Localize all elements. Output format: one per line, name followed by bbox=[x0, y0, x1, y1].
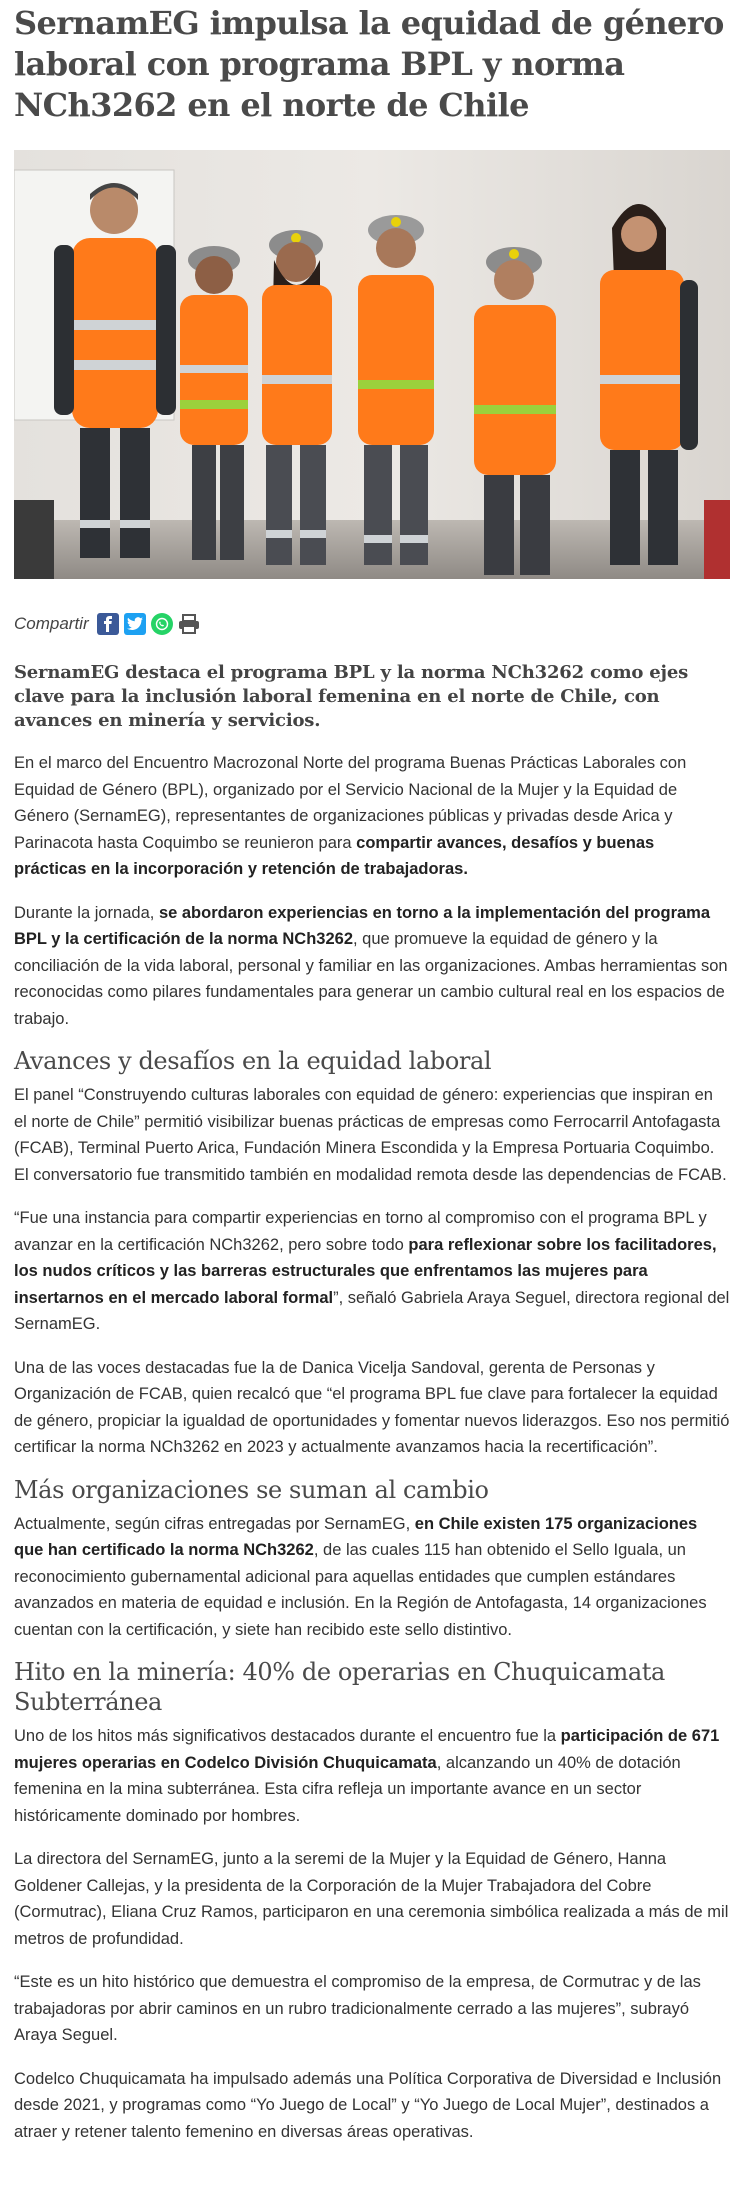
hero-photo bbox=[14, 150, 730, 579]
paragraph-8: La directora del SernamEG, junto a la seremi de la Mujer y la Equidad de Género, Hanna Goldener Callejas, y la presidenta de la Corporación de la Mujer Trabajadora del Cobre (Cormutrac), Eliana Cruz Ramos, participaron en una ceremonia simbólica realizada a más de mil metros de profundidad. bbox=[14, 1850, 729, 1948]
paragraph-6: Actualmente, según cifras entregadas por SernamEG, en Chile existen 175 organizaciones que han certificado la norma NCh3262, de las cuales 115 han obtenido el Sello Iguala, un reconocimiento gubernamental adicional para aquellas entidades que cumplen estándares avanzados en materia de equidad e inclusión. En la Región de Antofagasta, 14 organizaciones cuentan con la certificación, y siete han recibido este sello distintivo. bbox=[14, 1514, 707, 1639]
section-heading-mineria: Hito en la minería: 40% de operarias en Chuquicamata Subterránea bbox=[14, 1658, 665, 1716]
group-photo-miners bbox=[14, 150, 730, 579]
share-bar bbox=[14, 609, 730, 639]
paragraph-5: Una de las voces destacadas fue la de Danica Vicelja Sandoval, gerenta de Personas y Organización de FCAB, quien recalcó que “el programa BPL fue clave para fortalecer la equidad de género, propiciar la igualdad de oportunidades y fomentar nuevos liderazgos. Eso nos permitió certificar la norma NCh3262 en 2023 y actualmente avanzamos hacia la recertificación”. bbox=[14, 1358, 730, 1456]
article-title: SernamEG impulsa la equidad de género laboral con programa BPL y norma NCh3262 en el norte de Chile bbox=[14, 4, 724, 124]
article-lead: SernamEG destaca el programa BPL y la norma NCh3262 como ejes clave para la inclusión laboral femenina en el norte de Chile, con avances en minería y servicios. bbox=[14, 662, 689, 731]
share-label: Compartir bbox=[14, 614, 89, 633]
section-heading-organizaciones: Más organizaciones se suman al cambio bbox=[14, 1475, 489, 1504]
paragraph-10: Codelco Chuquicamata ha impulsado además una Política Corporativa de Diversidad e Inclusión desde 2021, y programas como “Yo Juego de Local” y “Yo Juego de Local Mujer”, destinados a atraer y retener talento femenino en diversas áreas operativas. bbox=[14, 2069, 722, 2141]
facebook-icon[interactable] bbox=[97, 613, 119, 635]
whatsapp-icon[interactable] bbox=[151, 613, 173, 635]
section-heading-avances: Avances y desafíos en la equidad laboral bbox=[14, 1047, 492, 1075]
paragraph-7: Uno de los hitos más significativos destacados durante el encuentro fue la participación de 671 mujeres operarias en Codelco División Chuquicamata, alcanzando un 40% de dotación femenina en la mina subterránea. Esta cifra refleja un importante avance en un sector históricamente dominado por hombres. bbox=[14, 1727, 720, 1825]
print-icon[interactable] bbox=[178, 613, 200, 635]
paragraph-1: En el marco del Encuentro Macrozonal Norte del programa Buenas Prácticas Laborales con Equidad de Género (BPL), organizado por el Servicio Nacional de la Mujer y la Equidad de Género (SernamEG), representantes de organizaciones públicas y privadas desde Arica y Parinacota hasta Coquimbo se reunieron para compartir avances, desafíos y buenas prácticas en la incorporación y retención de trabajadoras. bbox=[14, 754, 687, 878]
twitter-icon[interactable] bbox=[124, 613, 146, 635]
paragraph-9: “Este es un hito histórico que demuestra el compromiso de la empresa, de Cormutrac y de las trabajadoras por abrir caminos en un rubro tradicionalmente cerrado a las mujeres”, subrayó Araya Seguel. bbox=[14, 1973, 701, 2044]
paragraph-4: “Fue una instancia para compartir experiencias en torno al compromiso con el programa BPL y avanzar en la certificación NCh3262, pero sobre todo para reflexionar sobre los facilitadores, los nudos críticos y las barreras estructurales que enfrentamos las mujeres para insertarnos en el mercado laboral formal”, señaló Gabriela Araya Seguel, directora regional del SernamEG. bbox=[14, 1209, 730, 1333]
paragraph-2: Durante la jornada, se abordaron experiencias en torno a la implementación del programa BPL y la certificación de la norma NCh3262, que promueve la equidad de género y la conciliación de la vida laboral, personal y familiar en las organizaciones. Ambas herramientas son reconocidas como pilares fundamentales para generar un cambio cultural real en los espacios de trabajo. bbox=[14, 903, 728, 1028]
paragraph-3: El panel “Construyendo culturas laborales con equidad de género: experiencias que inspiran en el norte de Chile” permitió visibilizar buenas prácticas de empresas como Ferrocarril Antofagasta (FCAB), Terminal Puerto Arica, Fundación Minera Escondida y la Empresa Portuaria Coquimbo. El conversatorio fue transmitido también en modalidad remota desde las dependencias de FCAB. bbox=[14, 1086, 727, 1184]
